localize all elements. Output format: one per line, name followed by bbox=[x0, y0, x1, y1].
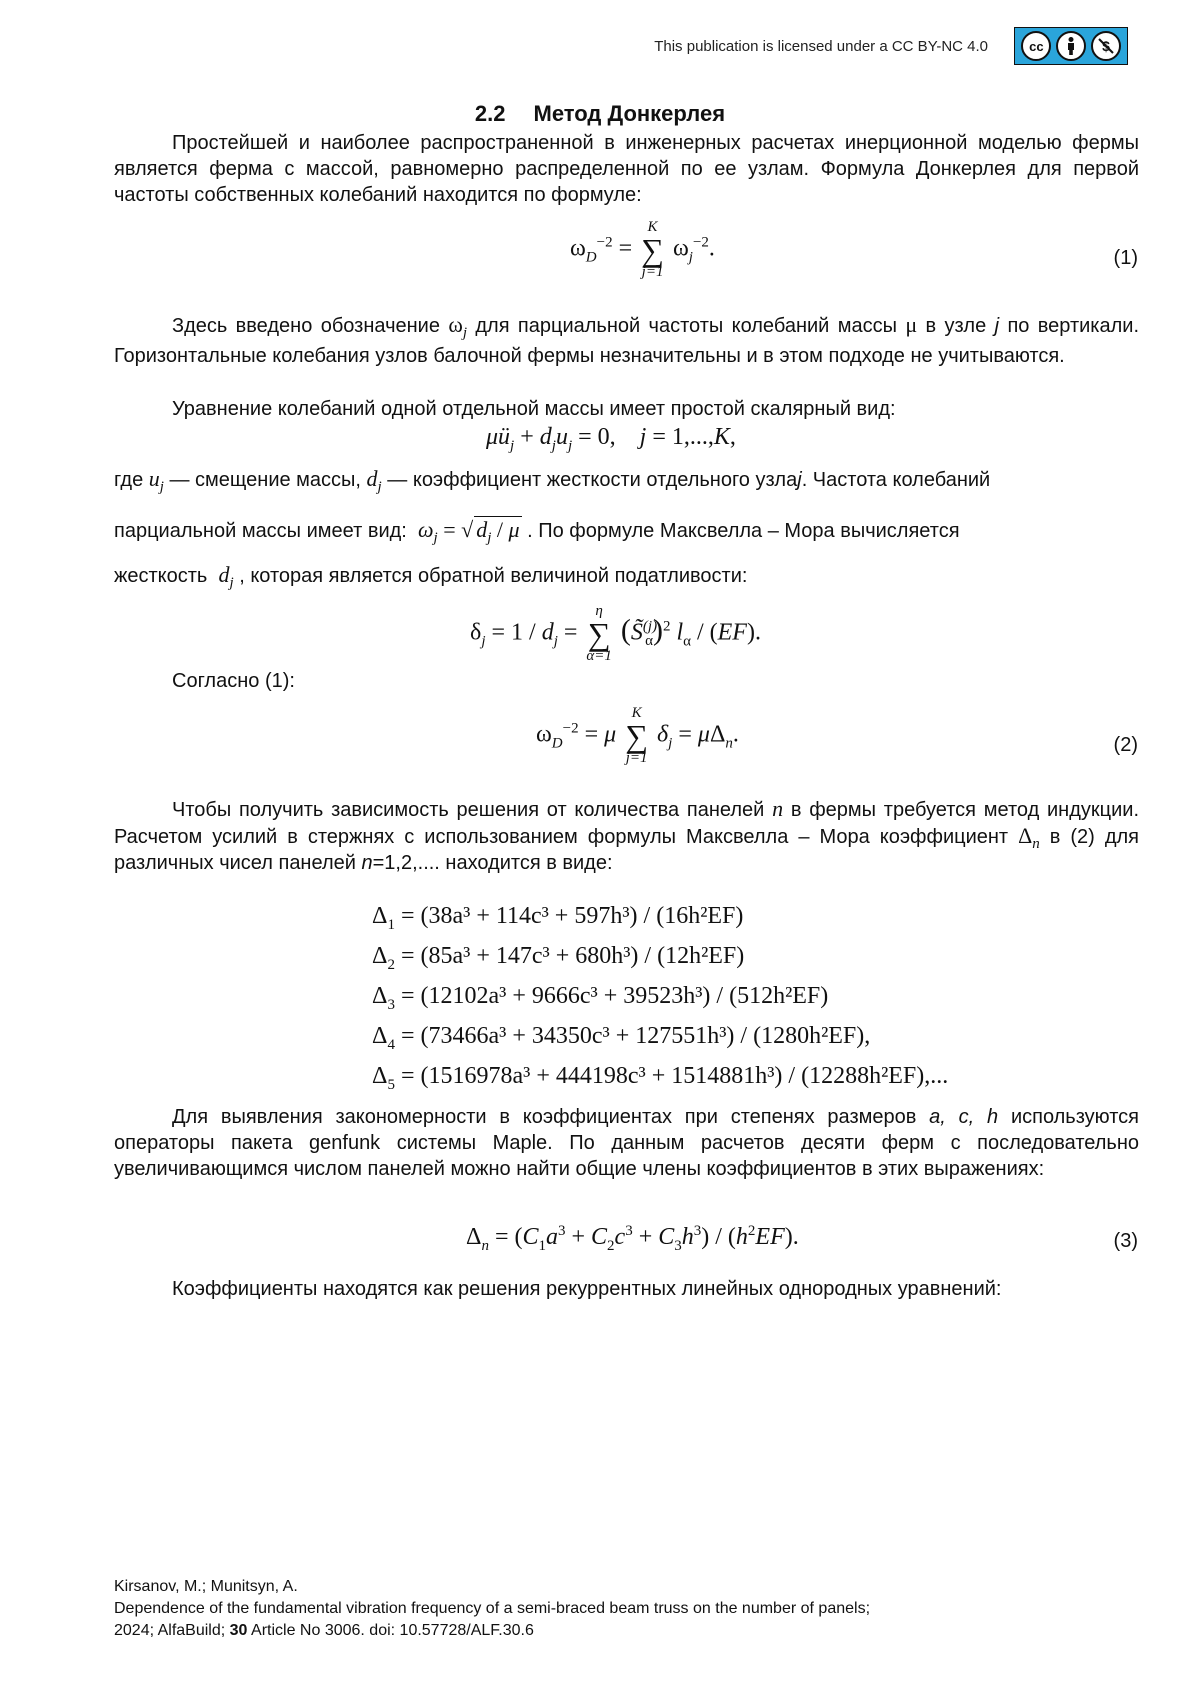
paragraph-equation-intro: Уравнение колебаний одной отдельной массы имеет простой скалярный вид: bbox=[114, 396, 1139, 422]
delta-row: Δ5 = (1516978a³ + 444198c³ + 1514881h³) / (12288h²EF),... bbox=[372, 1056, 948, 1096]
delta-row: Δ2 = (85a³ + 147c³ + 680h³) / (12h²EF) bbox=[372, 936, 948, 976]
license-text: This publication is licensed under a CC BY-NC 4.0 bbox=[654, 38, 988, 55]
paragraph-notation: Здесь введено обозначение ωj для парциальной частоты колебаний массы μ в узле j по вертикали. Горизонтальные колебания узлов балочной фермы незначительны и в этом подходе не учитываются. bbox=[114, 310, 1139, 371]
paragraph-stiffness: жесткость dj , которая является обратной величиной податливости: bbox=[114, 562, 1139, 589]
paragraph-intro bbox=[114, 130, 1139, 208]
equation-number-2: (2) bbox=[1114, 734, 1138, 757]
paragraph-where: где uj — смещение массы, dj — коэффициент жесткости отдельного узлаj. Частота колебаний bbox=[114, 466, 1139, 493]
delta-row: Δ1 = (38a³ + 114c³ + 597h³) / (16h²EF) bbox=[372, 896, 948, 936]
delta-row: Δ4 = (73466a³ + 34350c³ + 127551h³) / (1280h²EF), bbox=[372, 1016, 948, 1056]
noncommercial-icon bbox=[1091, 31, 1121, 61]
footer-authors: Kirsanov, M.; Munitsyn, A. bbox=[114, 1576, 870, 1598]
section-number: 2.2 bbox=[475, 101, 506, 126]
equation-2: ωD−2 = μ K ∑ j=1 δj = μΔn. bbox=[536, 706, 739, 766]
paragraph-maple: Для выявления закономерности в коэффициентах при степенях размеров a, c, h используются операторы пакета genfunk системы Maple. По данным расчетов десяти ферм с последовательно увеличивающимся числом панелей можно найти общие члены коэффициентов в этих выражениях: bbox=[114, 1104, 1139, 1182]
delta-list bbox=[372, 896, 948, 1096]
paragraph-text: Простейшей и наиболее распространенной в инженерных расчетах инерционной моделью фермы является ферма с массой, равномерно распределенной по ее узлам. Формула Донкерлея для первой частоты собственных колебаний находится по формуле: bbox=[114, 130, 1139, 208]
paragraph-coefficients: Коэффициенты находятся как решения рекуррентных линейных однородных уравнений: bbox=[114, 1276, 1139, 1302]
delta-row: Δ3 = (12102a³ + 9666c³ + 39523h³) / (512h²EF) bbox=[372, 976, 948, 1016]
paragraph-partial-frequency: парциальной массы имеет вид: ωj = √ dj / μ . По формуле Максвелла – Мора вычисляется bbox=[114, 516, 1139, 544]
equation-number-3: (3) bbox=[1114, 1230, 1138, 1253]
paragraph-according: Согласно (1): bbox=[114, 668, 1139, 694]
section-title: Метод Донкерлея bbox=[534, 101, 726, 126]
equation-3: Δn = (C1a3 + C2c3 + C3h3) / (h2EF). bbox=[466, 1224, 799, 1251]
paragraph-induction: Чтобы получить зависимость решения от количества панелей n в фермы требуется метод индукции. Расчетом усилий в стержнях с использованием формулы Максвелла – Мора коэффициент Δn в (2) для различных чисел панелей n=1,2,.... находится в виде: bbox=[114, 796, 1139, 876]
equation-1: ωD−2 = K ∑ j=1 ωj−2. bbox=[570, 220, 715, 280]
equation-number-1: (1) bbox=[1114, 247, 1138, 270]
section-heading bbox=[0, 101, 1200, 127]
cc-icon: cc bbox=[1021, 31, 1051, 61]
footer-journal: 2024; AlfaBuild; 30 Article No 3006. doi: 10.57728/ALF.30.6 bbox=[114, 1620, 870, 1642]
scalar-equation: μüj + djuj = 0, j = 1,...,K, bbox=[486, 424, 736, 451]
footer-citation bbox=[114, 1576, 870, 1642]
footer-title: Dependence of the fundamental vibration frequency of a semi-braced beam truss on the number of panels; bbox=[114, 1598, 870, 1620]
attribution-icon bbox=[1056, 31, 1086, 61]
cc-license-badge[interactable] bbox=[1014, 27, 1128, 65]
page bbox=[0, 0, 1200, 1697]
compliance-equation: δj = 1 / dj = η ∑ α=1 (S̃(j)α)2 lα / (EF). bbox=[470, 604, 761, 664]
